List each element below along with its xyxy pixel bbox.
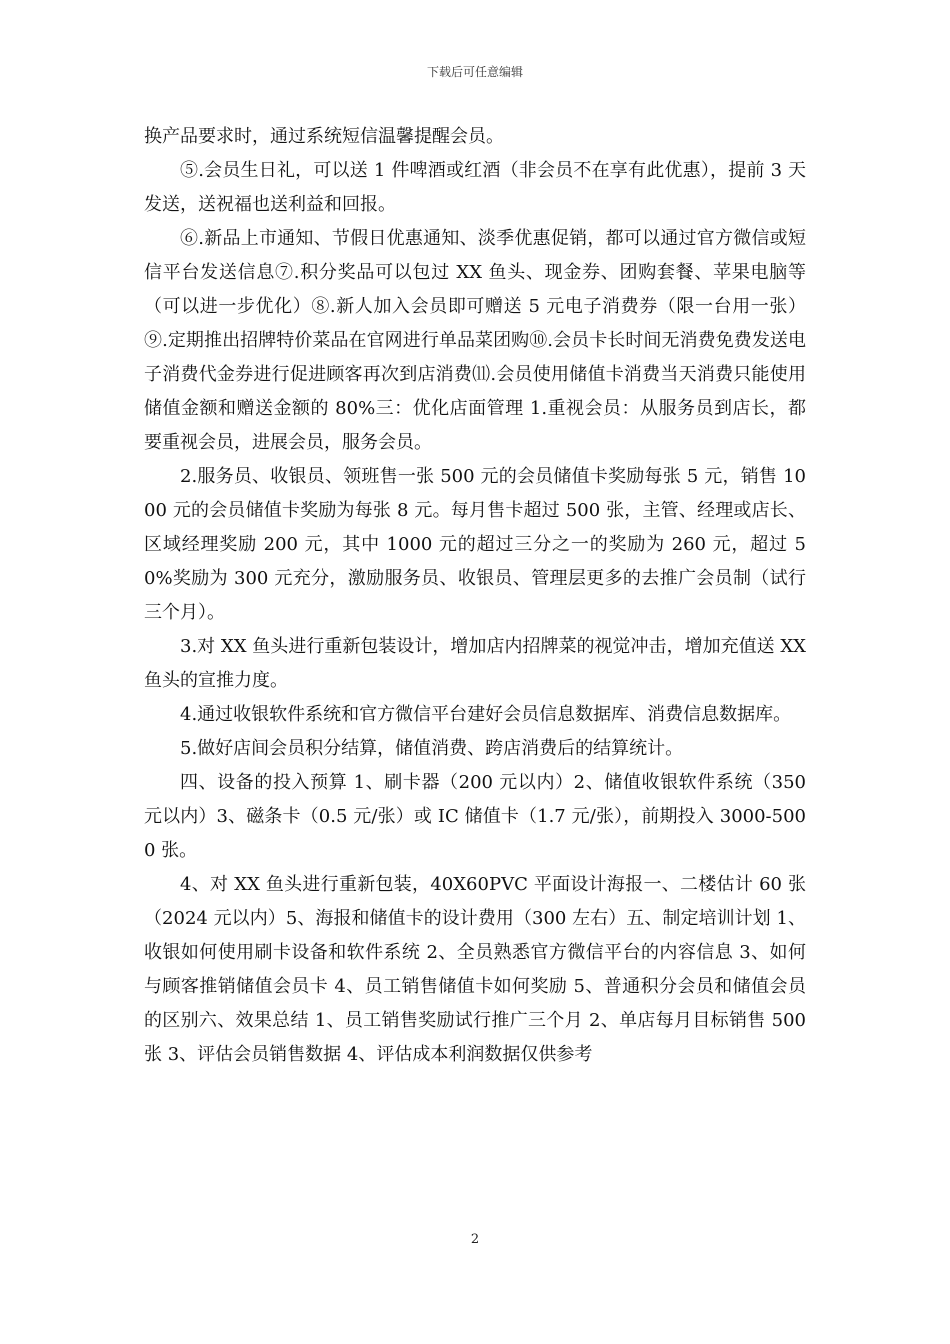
page-header: 下载后可任意编辑: [426, 65, 523, 79]
paragraph: 4、对 XX 鱼头进行重新包装，40X60PVC 平面设计海报一、二楼估计 60 张（2024 元以内）5、海报和储值卡的设计费用（300 左右）五、制定培训计划 1、收银如何使用刷卡设备和软件系统 2、全员熟悉官方微信平台的内容信息 3、如何与顾客推销储值会员卡 4、员工销售储值卡如何奖励 5、普通积分会员和储值会员的区别六、效果总结 1、员工销售奖励试行推广三个月 2、单店每月目标销售 500 张 3、评估会员销售数据 4、评估成本利润数据仅供参考: [144, 874, 806, 1065]
paragraph: 2.服务员、收银员、领班售一张 500 元的会员储值卡奖励每张 5 元，销售 1000 元的会员储值卡奖励为每张 8 元。每月售卡超过 500 张，主管、经理或店长、区域经理奖励 200 元，其中 1000 元的超过三分之一的奖励为 260 元，超过 50%奖励为 300 元充分，激励服务员、收银员、管理层更多的去推广会员制（试行三个月）。: [144, 466, 806, 623]
paragraph: 四、设备的投入预算 1、刷卡器（200 元以内）2、储值收银软件系统（350 元以内）3、磁条卡（0.5 元/张）或 IC 储值卡（1.7 元/张），前期投入 3000-5000 张。: [144, 772, 806, 861]
document-body: [144, 120, 806, 1072]
paragraph: 4.通过收银软件系统和官方微信平台建好会员信息数据库、消费信息数据库。: [180, 704, 792, 725]
paragraph: 5.做好店间会员积分结算，储值消费、跨店消费后的结算统计。: [180, 738, 684, 759]
page-number: 2: [470, 1232, 480, 1247]
paragraph: ⑥.新品上市通知、节假日优惠通知、淡季优惠促销，都可以通过官方微信或短信平台发送信息⑦.积分奖品可以包过 XX 鱼头、现金券、团购套餐、苹果电脑等（可以进一步优化）⑧.新人加入会员即可赠送 5 元电子消费券（限一台用一张）⑨.定期推出招牌特价菜品在官网进行单品菜团购⑩.会员卡长时间无消费免费发送电子消费代金券进行促进顾客再次到店消费⑾.会员使用储值卡消费当天消费只能使用储值金额和赠送金额的 80%三：优化店面管理 1.重视会员：从服务员到店长，都要重视会员，进展会员，服务会员。: [144, 228, 806, 453]
paragraph: 3.对 XX 鱼头进行重新包装设计，增加店内招牌菜的视觉冲击，增加充值送 XX 鱼头的宣推力度。: [144, 636, 806, 691]
paragraph: 换产品要求时，通过系统短信温馨提醒会员。: [144, 126, 504, 147]
paragraph: ⑤.会员生日礼，可以送 1 件啤酒或红酒（非会员不在享有此优惠），提前 3 天发送，送祝福也送利益和回报。: [144, 160, 806, 215]
